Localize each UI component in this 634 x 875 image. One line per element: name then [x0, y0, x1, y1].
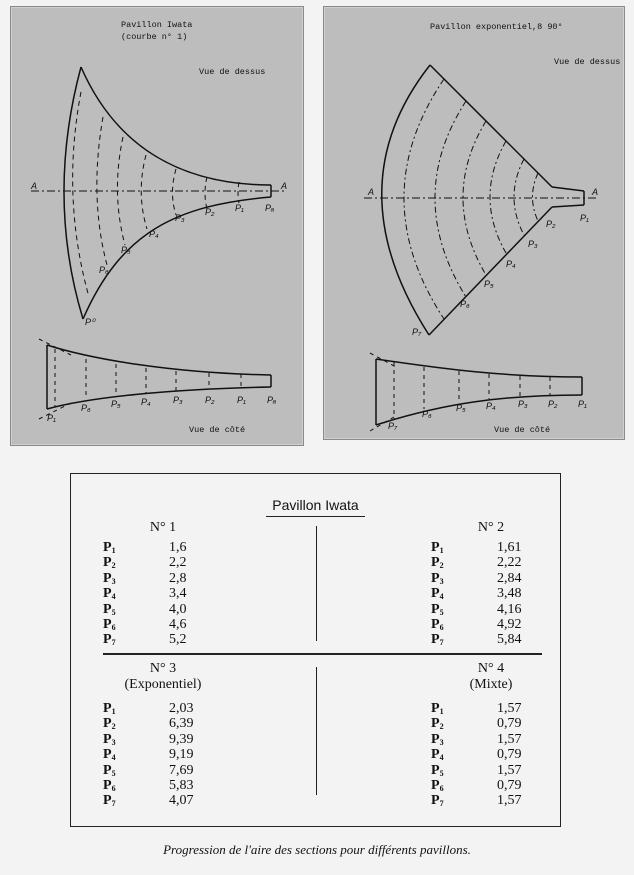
svg-text:Pₐ: Pₐ: [265, 203, 275, 213]
table-row: $P_7$ 5,2: [103, 632, 187, 648]
svg-text:P₂: P₂: [548, 399, 558, 409]
table-row: $P_4$ 3,4: [103, 586, 187, 602]
table-title: Pavillon Iwata: [266, 497, 364, 517]
svg-text:P₁: P₁: [578, 399, 587, 409]
quadrant-1: [103, 520, 223, 648]
table-row: $P_6$ 4,6: [103, 616, 187, 632]
right-title: Pavillon exponentiel,8 90°: [430, 22, 563, 32]
axis-a-left: A: [31, 181, 38, 191]
svg-text:P₆: P₆: [81, 403, 91, 413]
svg-text:Pₐ: Pₐ: [267, 395, 277, 405]
right-side-view-label: Vue de côté: [494, 425, 551, 435]
table-row: $P_3$ 9,39: [103, 731, 194, 747]
table-row: $P_7$ 5,84: [431, 632, 522, 648]
exponential-horn-drawing: [324, 7, 624, 439]
iwata-horn-figure: [10, 6, 304, 446]
svg-text:P₂: P₂: [205, 395, 215, 405]
svg-text:P₃: P₃: [528, 239, 538, 249]
table-row: $P_3$ 1,57: [431, 731, 522, 747]
svg-text:P₆: P₆: [422, 409, 432, 419]
table-row: $P_5$ 7,69: [103, 762, 194, 778]
svg-text:P₇: P₇: [388, 421, 398, 431]
svg-text:P₇: P₇: [412, 327, 422, 337]
svg-text:P₆: P₆: [99, 265, 109, 275]
svg-text:P₁: P₁: [580, 213, 589, 223]
divider-horizontal: [103, 653, 542, 655]
svg-text:P₁: P₁: [235, 203, 244, 213]
left-title-line2: (courbe n° 1): [121, 32, 188, 42]
quadrant-heading: N° 3: [149, 661, 177, 676]
table-row: $P_7$ 4,07: [103, 793, 194, 809]
svg-text:P₃: P₃: [175, 213, 185, 223]
iwata-horn-drawing: [11, 7, 303, 445]
svg-text:P₆: P₆: [460, 299, 470, 309]
svg-text:P₂: P₂: [205, 207, 215, 217]
quadrant-3: [103, 661, 223, 809]
svg-text:P₁: P₁: [47, 413, 56, 423]
svg-text:P⁰: P⁰: [85, 317, 95, 327]
section-area-table: [70, 473, 561, 827]
svg-text:P₄: P₄: [141, 397, 151, 407]
table-row: $P_5$ 1,57: [431, 762, 522, 778]
divider-vertical-top: [316, 526, 317, 641]
table-row: $P_6$ 4,92: [431, 616, 522, 632]
svg-text:P₅: P₅: [484, 279, 494, 289]
table-row: $P_2$ 6,39: [103, 716, 194, 732]
table-row: $P_4$ 0,79: [431, 747, 522, 763]
svg-text:P₄: P₄: [486, 401, 496, 411]
table-row: $P_1$ 1,6: [103, 540, 187, 555]
table-row: $P_7$ 1,57: [431, 793, 522, 809]
table-row: $P_4$ 3,48: [431, 586, 522, 602]
table-row: $P_1$ 2,03: [103, 701, 194, 716]
right-top-view-label: Vue de dessus: [554, 57, 621, 67]
table-row: $P_3$ 2,84: [431, 570, 522, 586]
svg-text:P₄: P₄: [149, 229, 159, 239]
exponential-horn-figure: [323, 6, 625, 440]
table-row: $P_1$ 1,57: [431, 701, 522, 716]
table-row: $P_3$ 2,8: [103, 570, 187, 586]
quadrant-2: [431, 520, 551, 648]
svg-text:P₄: P₄: [506, 259, 516, 269]
table-row: $P_5$ 4,16: [431, 601, 522, 617]
left-title-line1: Pavillon Iwata: [121, 20, 193, 30]
table-row: $P_4$ 9,19: [103, 747, 194, 763]
svg-text:P₁: P₁: [237, 395, 246, 405]
table-row: $P_1$ 1,61: [431, 540, 522, 555]
svg-text:A: A: [368, 187, 375, 197]
quadrant-4: [431, 661, 551, 809]
svg-text:P₅: P₅: [456, 403, 466, 413]
quadrant-heading: N° 4: [477, 661, 505, 676]
svg-text:P₃: P₃: [173, 395, 183, 405]
left-side-view-label: Vue de côté: [189, 425, 246, 435]
quadrant-subheading: (Exponentiel): [124, 677, 202, 692]
table-row: $P_6$ 5,83: [103, 777, 194, 793]
svg-text:P₅: P₅: [111, 399, 121, 409]
svg-text:A: A: [592, 187, 599, 197]
table-row: $P_2$ 0,79: [431, 716, 522, 732]
svg-text:P₂: P₂: [546, 219, 556, 229]
left-top-view-label: Vue de dessus: [199, 67, 266, 77]
svg-text:P₅: P₅: [121, 245, 131, 255]
axis-a-right: A: [281, 181, 288, 191]
quadrant-heading: N° 1: [149, 520, 177, 535]
quadrant-subheading: (Mixte): [469, 677, 513, 692]
figure-caption: Progression de l'aire des sections pour différents pavillons.: [163, 842, 471, 857]
table-row: $P_6$ 0,79: [431, 777, 522, 793]
divider-vertical-bottom: [316, 667, 317, 795]
table-row: $P_2$ 2,22: [431, 555, 522, 571]
table-row: $P_5$ 4,0: [103, 601, 187, 617]
table-row: $P_2$ 2,2: [103, 555, 187, 571]
quadrant-heading: N° 2: [477, 520, 505, 535]
svg-text:P₃: P₃: [518, 399, 528, 409]
